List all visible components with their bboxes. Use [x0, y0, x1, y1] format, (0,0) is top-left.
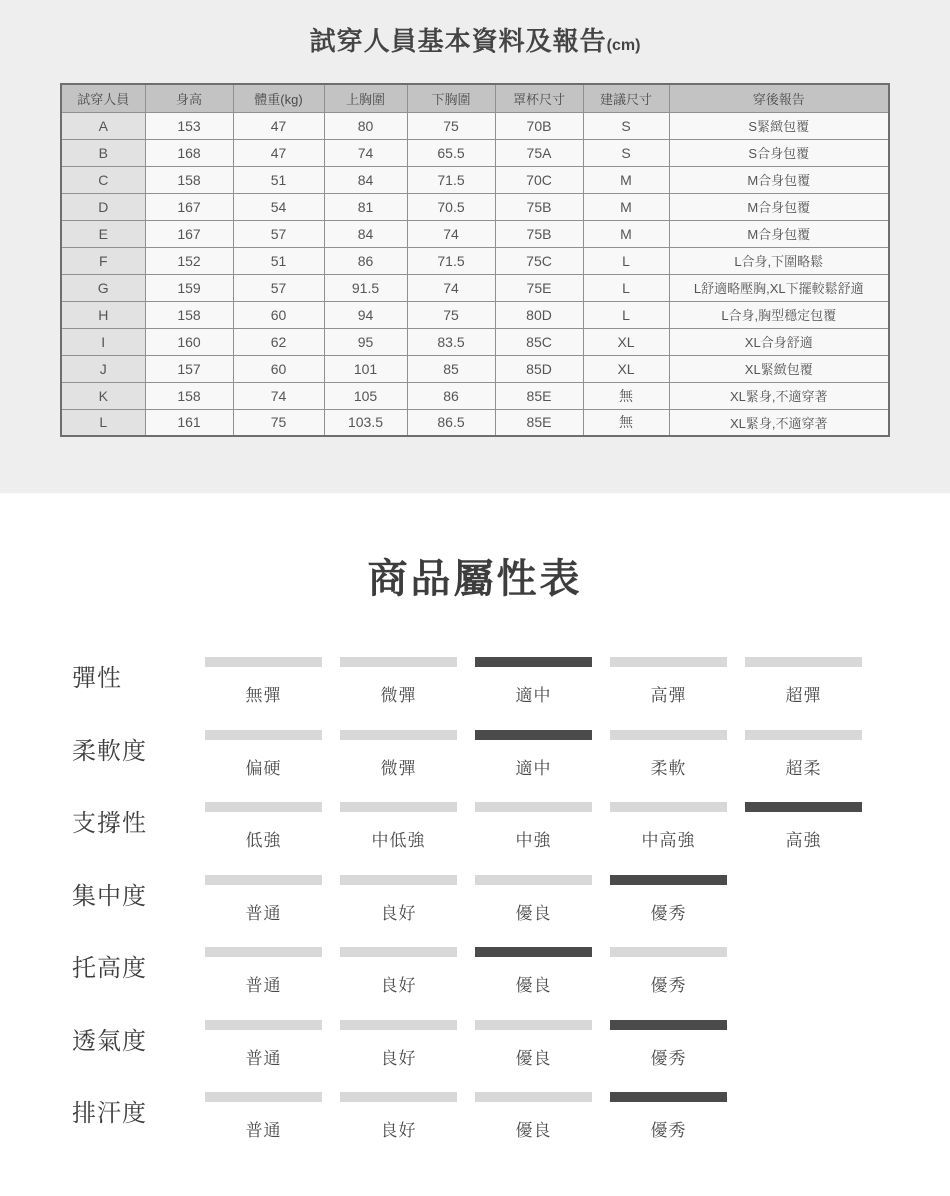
report-value-cell: 75 — [407, 112, 495, 139]
wear-report-cell: M合身包覆 — [669, 220, 889, 247]
rating-bar — [340, 730, 457, 740]
report-value-cell: M — [583, 193, 669, 220]
attribute-label-lift: 托高度 — [72, 955, 147, 982]
report-row-H — [61, 301, 889, 328]
attribute-label-softness: 柔軟度 — [72, 737, 147, 765]
report-value-cell: 157 — [145, 355, 233, 382]
attribute-option — [205, 947, 322, 996]
wear-report-cell: L合身,胸型穩定包覆 — [669, 301, 889, 328]
attribute-row-breathability — [0, 1020, 950, 1093]
rating-bar — [745, 657, 862, 667]
report-table-body — [61, 112, 889, 436]
report-value-cell: 86.5 — [407, 409, 495, 436]
rating-option-label: 優秀 — [650, 1121, 687, 1140]
fitter-id-cell: D — [61, 193, 145, 220]
report-value-cell: 70B — [495, 112, 583, 139]
report-value-cell: 167 — [145, 220, 233, 247]
rating-bar — [610, 947, 727, 957]
attribute-option — [745, 802, 862, 851]
attribute-option — [205, 730, 322, 779]
attribute-option — [205, 875, 322, 924]
rating-option-label: 優秀 — [650, 903, 687, 923]
report-row-K — [61, 382, 889, 409]
report-value-cell: 161 — [145, 409, 233, 436]
report-value-cell: S — [583, 112, 669, 139]
attributes-title: 商品屬性表 — [367, 557, 583, 601]
report-value-cell: 47 — [233, 139, 324, 166]
report-value-cell: 80D — [495, 301, 583, 328]
report-title-unit: (cm) — [606, 37, 641, 54]
report-table-head — [61, 84, 889, 112]
wear-report-cell: L合身,下圍略鬆 — [669, 247, 889, 274]
attribute-row-lift — [0, 947, 950, 1020]
report-value-cell: 75B — [495, 220, 583, 247]
rating-bar-selected — [745, 802, 862, 812]
wear-report-cell: XL合身舒適 — [669, 328, 889, 355]
report-value-cell: 75A — [495, 139, 583, 166]
report-value-cell: S — [583, 139, 669, 166]
rating-option-label: 微彈 — [380, 686, 417, 705]
report-value-cell: XL — [583, 355, 669, 382]
report-value-cell: 65.5 — [407, 139, 495, 166]
report-value-cell: 84 — [324, 220, 407, 247]
report-value-cell: 83.5 — [407, 328, 495, 355]
report-value-cell: 86 — [407, 382, 495, 409]
attribute-option — [205, 1092, 322, 1141]
report-value-cell: 74 — [324, 139, 407, 166]
report-value-cell: 57 — [233, 220, 324, 247]
wear-report-cell: XL緊身,不適穿著 — [669, 409, 889, 436]
report-value-cell: 95 — [324, 328, 407, 355]
rating-bar — [475, 1092, 592, 1102]
rating-option-label: 無彈 — [245, 686, 282, 705]
attribute-option — [475, 1092, 592, 1141]
report-header-row — [61, 84, 889, 112]
attribute-row-softness — [0, 730, 950, 803]
report-value-cell: 75C — [495, 247, 583, 274]
rating-bar — [475, 802, 592, 812]
report-value-cell: 51 — [233, 166, 324, 193]
fitter-id-cell: H — [61, 301, 145, 328]
rating-bar — [340, 1020, 457, 1030]
attribute-option — [340, 730, 457, 779]
rating-bar — [205, 1020, 322, 1030]
rating-bar — [745, 730, 862, 740]
rating-option-label: 普通 — [245, 1048, 282, 1068]
rating-bar-selected — [475, 657, 592, 667]
fitter-id-cell: E — [61, 220, 145, 247]
rating-option-label: 優良 — [515, 1048, 552, 1068]
attribute-option — [205, 802, 322, 851]
report-column-header: 穿後報告 — [669, 84, 889, 112]
rating-option-label: 優秀 — [650, 1048, 687, 1068]
attribute-option — [610, 802, 727, 851]
report-value-cell: 74 — [233, 382, 324, 409]
rating-bar — [205, 802, 322, 812]
rating-bar-selected — [475, 947, 592, 957]
report-value-cell: XL — [583, 328, 669, 355]
report-column-header: 體重(kg) — [233, 84, 324, 112]
wear-report-cell: S合身包覆 — [669, 139, 889, 166]
report-value-cell: 85C — [495, 328, 583, 355]
wear-report-cell: XL緊緻包覆 — [669, 355, 889, 382]
attribute-row-elasticity — [0, 657, 950, 730]
fitter-id-cell: F — [61, 247, 145, 274]
rating-option-label: 低強 — [245, 831, 282, 850]
report-value-cell: 60 — [233, 355, 324, 382]
report-row-F — [61, 247, 889, 274]
rating-option-label: 優良 — [515, 903, 552, 923]
rating-bar — [475, 875, 592, 885]
report-row-B — [61, 139, 889, 166]
report-value-cell: 85E — [495, 382, 583, 409]
attribute-option — [610, 875, 727, 924]
report-title-text: 試穿人員基本資料及報告 — [309, 26, 607, 56]
report-title — [0, 21, 950, 58]
report-value-cell: 54 — [233, 193, 324, 220]
wear-report-cell: XL緊身,不適穿著 — [669, 382, 889, 409]
rating-option-label: 偏硬 — [245, 758, 282, 778]
attribute-option — [610, 730, 727, 779]
report-value-cell: L — [583, 247, 669, 274]
report-value-cell: 無 — [583, 382, 669, 409]
attribute-option — [340, 1092, 457, 1141]
wear-report-cell: S緊緻包覆 — [669, 112, 889, 139]
rating-bar — [610, 802, 727, 812]
report-value-cell: L — [583, 301, 669, 328]
fitter-id-cell: B — [61, 139, 145, 166]
report-row-C — [61, 166, 889, 193]
attribute-option — [475, 730, 592, 779]
wear-report-cell: M合身包覆 — [669, 193, 889, 220]
report-column-header: 罩杯尺寸 — [495, 84, 583, 112]
report-value-cell: 85D — [495, 355, 583, 382]
fitter-id-cell: G — [61, 274, 145, 301]
rating-bar — [205, 947, 322, 957]
fitter-id-cell: I — [61, 328, 145, 355]
attribute-option — [475, 947, 592, 996]
rating-option-label: 良好 — [380, 1048, 417, 1068]
rating-bar — [205, 657, 322, 667]
report-value-cell: 84 — [324, 166, 407, 193]
rating-option-label: 普通 — [245, 1121, 282, 1140]
report-value-cell: 101 — [324, 355, 407, 382]
rating-option-label: 中強 — [515, 831, 552, 850]
rating-option-label: 良好 — [380, 1121, 417, 1140]
attribute-option — [340, 947, 457, 996]
report-row-D — [61, 193, 889, 220]
rating-option-label: 超彈 — [785, 686, 822, 705]
rating-option-label: 普通 — [245, 903, 282, 923]
attribute-option — [610, 1092, 727, 1141]
report-value-cell: 91.5 — [324, 274, 407, 301]
report-value-cell: 70C — [495, 166, 583, 193]
attribute-option — [610, 1020, 727, 1069]
report-value-cell: 86 — [324, 247, 407, 274]
report-value-cell: L — [583, 274, 669, 301]
report-value-cell: 85 — [407, 355, 495, 382]
report-column-header: 上胸圍 — [324, 84, 407, 112]
rating-bar — [340, 802, 457, 812]
report-value-cell: 74 — [407, 274, 495, 301]
report-value-cell: M — [583, 220, 669, 247]
rating-bar-selected — [610, 1020, 727, 1030]
rating-bar — [205, 730, 322, 740]
report-row-I — [61, 328, 889, 355]
report-value-cell: 51 — [233, 247, 324, 274]
wear-report-cell: M合身包覆 — [669, 166, 889, 193]
attribute-option — [475, 1020, 592, 1069]
attribute-option — [610, 657, 727, 706]
attribute-option — [475, 875, 592, 924]
report-column-header: 試穿人員 — [61, 84, 145, 112]
rating-bar — [340, 947, 457, 957]
report-value-cell: 74 — [407, 220, 495, 247]
report-value-cell: 75B — [495, 193, 583, 220]
attribute-option — [205, 1020, 322, 1069]
rating-bar — [340, 875, 457, 885]
attribute-label-sweat-wicking: 排汗度 — [72, 1100, 147, 1127]
report-value-cell: 47 — [233, 112, 324, 139]
report-value-cell: 62 — [233, 328, 324, 355]
rating-option-label: 優良 — [515, 1121, 552, 1140]
rating-option-label: 適中 — [515, 686, 552, 705]
report-value-cell: 81 — [324, 193, 407, 220]
report-value-cell: M — [583, 166, 669, 193]
fitting-report-table — [60, 83, 890, 437]
report-row-E — [61, 220, 889, 247]
rating-bar-selected — [610, 1092, 727, 1102]
rating-option-label: 超柔 — [785, 758, 822, 778]
attribute-option — [475, 657, 592, 706]
report-value-cell: 75 — [407, 301, 495, 328]
report-row-G — [61, 274, 889, 301]
report-value-cell: 71.5 — [407, 166, 495, 193]
attribute-option — [340, 875, 457, 924]
rating-bar — [205, 1092, 322, 1102]
attribute-option — [205, 657, 322, 706]
rating-bar — [340, 657, 457, 667]
rating-option-label: 普通 — [245, 976, 282, 995]
report-value-cell: 75E — [495, 274, 583, 301]
report-value-cell: 152 — [145, 247, 233, 274]
rating-option-label: 高強 — [785, 831, 822, 850]
wear-report-cell: L舒適略壓胸,XL下擺較鬆舒適 — [669, 274, 889, 301]
attribute-option — [340, 657, 457, 706]
attribute-row-sweat-wicking — [0, 1092, 950, 1165]
rating-option-label: 高彈 — [650, 686, 687, 705]
rating-option-label: 良好 — [380, 976, 417, 995]
report-value-cell: 158 — [145, 301, 233, 328]
rating-bar — [340, 1092, 457, 1102]
report-column-header: 身高 — [145, 84, 233, 112]
report-column-header: 下胸圍 — [407, 84, 495, 112]
report-value-cell: 71.5 — [407, 247, 495, 274]
rating-bar — [475, 1020, 592, 1030]
attribute-label-elasticity: 彈性 — [72, 665, 122, 692]
report-value-cell: 75 — [233, 409, 324, 436]
fitter-id-cell: C — [61, 166, 145, 193]
rating-option-label: 優秀 — [650, 976, 687, 995]
attribute-row-support — [0, 802, 950, 875]
report-value-cell: 159 — [145, 274, 233, 301]
report-row-J — [61, 355, 889, 382]
rating-option-label: 優良 — [515, 976, 552, 995]
attribute-label-concentration: 集中度 — [72, 882, 147, 910]
attribute-option — [610, 947, 727, 996]
rating-bar — [610, 657, 727, 667]
rating-option-label: 中低強 — [371, 831, 426, 850]
attribute-option — [340, 1020, 457, 1069]
report-value-cell: 94 — [324, 301, 407, 328]
report-value-cell: 158 — [145, 166, 233, 193]
report-value-cell: 無 — [583, 409, 669, 436]
report-row-A — [61, 112, 889, 139]
rating-bar-selected — [475, 730, 592, 740]
attribute-label-breathability: 透氣度 — [72, 1027, 147, 1055]
report-row-L — [61, 409, 889, 436]
rating-option-label: 微彈 — [380, 758, 417, 778]
attribute-option — [745, 730, 862, 779]
report-value-cell: 80 — [324, 112, 407, 139]
attribute-option — [340, 802, 457, 851]
report-column-header: 建議尺寸 — [583, 84, 669, 112]
report-value-cell: 60 — [233, 301, 324, 328]
product-attributes-section — [0, 493, 950, 1165]
attribute-label-support: 支撐性 — [72, 810, 147, 837]
report-value-cell: 158 — [145, 382, 233, 409]
rating-option-label: 適中 — [515, 758, 552, 778]
report-value-cell: 85E — [495, 409, 583, 436]
report-value-cell: 70.5 — [407, 193, 495, 220]
fitter-id-cell: J — [61, 355, 145, 382]
report-value-cell: 57 — [233, 274, 324, 301]
report-value-cell: 153 — [145, 112, 233, 139]
attribute-option — [475, 802, 592, 851]
fitter-id-cell: L — [61, 409, 145, 436]
attribute-row-concentration — [0, 875, 950, 948]
rating-option-label: 柔軟 — [650, 758, 687, 778]
rating-option-label: 良好 — [380, 903, 417, 923]
fitter-id-cell: K — [61, 382, 145, 409]
report-value-cell: 103.5 — [324, 409, 407, 436]
attribute-option — [745, 657, 862, 706]
rating-bar — [610, 730, 727, 740]
rating-option-label: 中高強 — [641, 831, 696, 850]
fitting-report-section — [0, 0, 950, 493]
rating-bar-selected — [610, 875, 727, 885]
attribute-rows — [0, 657, 950, 1165]
report-value-cell: 167 — [145, 193, 233, 220]
report-value-cell: 168 — [145, 139, 233, 166]
fitter-id-cell: A — [61, 112, 145, 139]
report-value-cell: 105 — [324, 382, 407, 409]
report-value-cell: 160 — [145, 328, 233, 355]
rating-bar — [205, 875, 322, 885]
